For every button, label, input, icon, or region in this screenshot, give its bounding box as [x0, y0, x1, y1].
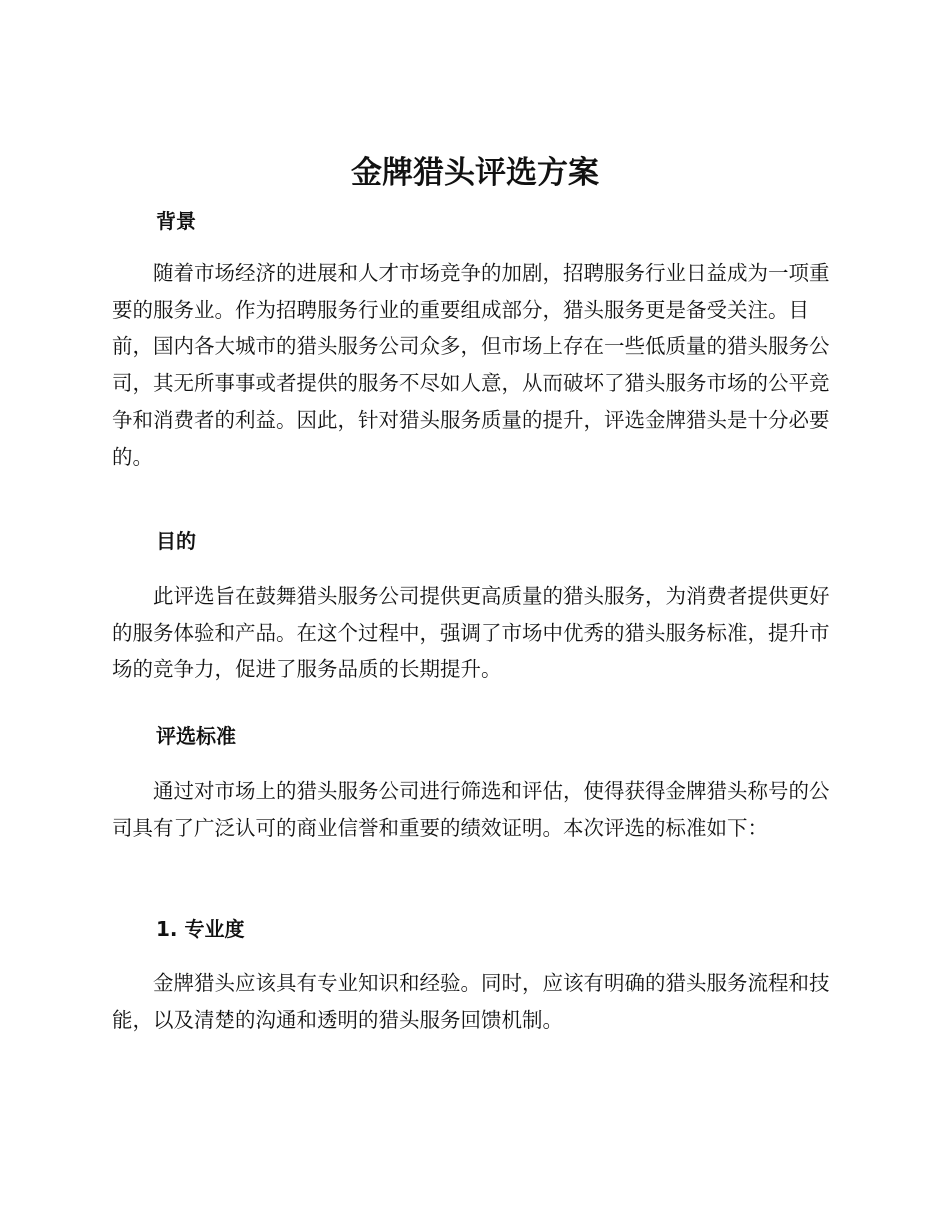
section-paragraph-criteria: 通过对市场上的猎头服务公司进行筛选和评估，使得获得金牌猎头称号的公司具有了广泛认可的商业信誉和重要的绩效证明。本次评选的标准如下： [112, 779, 830, 840]
section-heading-criteria: 评选标准 [156, 724, 236, 748]
document-title: 金牌猎头评选方案 [351, 155, 599, 191]
section-heading-professionalism: 1. 专业度 [156, 917, 245, 941]
section-paragraph-background: 随着市场经济的进展和人才市场竞争的加剧，招聘服务行业日益成为一项重要的服务业。作为招聘服务行业的重要组成部分，猎头服务更是备受关注。目前，国内各大城市的猎头服务公司众多，但市场上存在一些低质量的猎头服务公司，其无所事事或者提供的服务不尽如人意，从而破坏了猎头服务市场的公平竞争和消费者的利益。因此，针对猎头服务质量的提升，评选金牌猎头是十分必要的。 [112, 261, 830, 469]
section-paragraph-purpose: 此评选旨在鼓舞猎头服务公司提供更高质量的猎头服务，为消费者提供更好的服务体验和产品。在这个过程中，强调了市场中优秀的猎头服务标准，提升市场的竞争力，促进了服务品质的长期提升。 [112, 584, 830, 682]
section-paragraph-professionalism: 金牌猎头应该具有专业知识和经验。同时，应该有明确的猎头服务流程和技能，以及清楚的沟通和透明的猎头服务回馈机制。 [112, 971, 830, 1032]
section-heading-purpose: 目的 [156, 529, 196, 553]
section-heading-background: 背景 [156, 209, 196, 233]
